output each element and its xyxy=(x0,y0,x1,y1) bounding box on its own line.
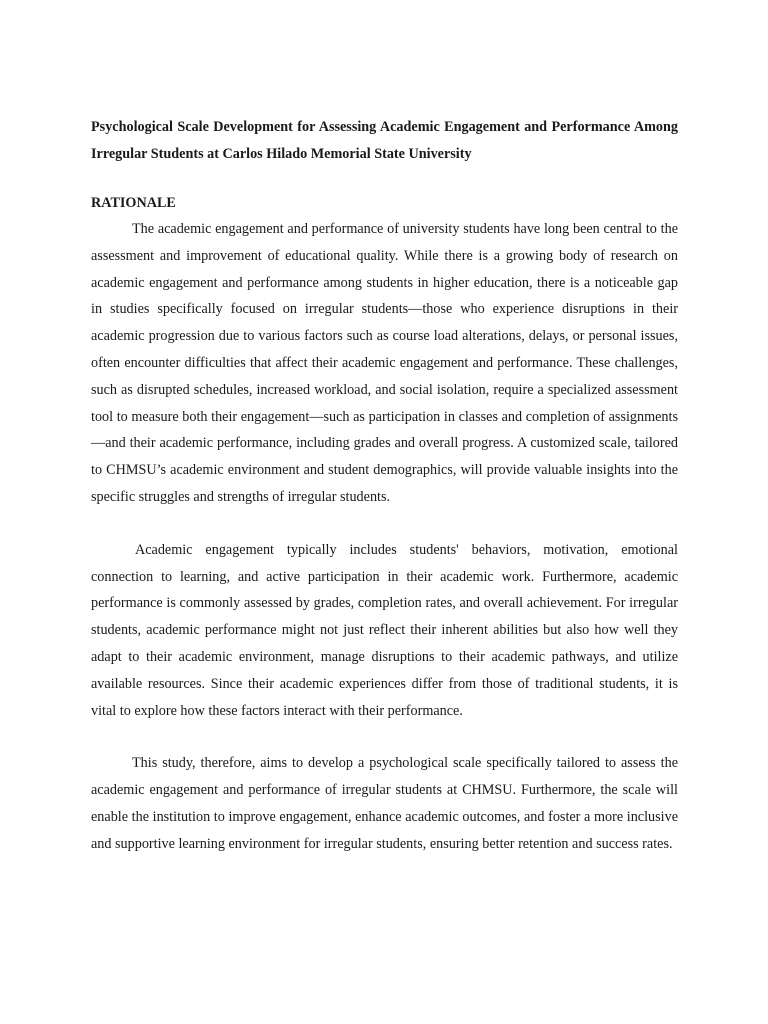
document-page xyxy=(91,114,678,884)
paragraph-1: The academic engagement and performance of university students have long been central to the assessment and improvement of educational quality. While there is a growing body of research on academic engagement and performance among students in higher education, there is a noticeable gap in studies specifically focused on irregular students—those who experience disruptions in their academic progression due to various factors such as course load alterations, delays, or personal issues, often encounter difficulties that affect their academic engagement and performance. These challenges, such as disrupted schedules, increased workload, and social isolation, require a specialized assessment tool to measure both their engagement—such as participation in classes and completion of assignments—and their academic performance, including grades and overall progress. A customized scale, tailored to CHMSU’s academic environment and student demographics, will provide valuable insights into the specific struggles and strengths of irregular students. xyxy=(91,221,678,505)
paragraph-2: Academic engagement typically includes students' behaviors, motivation, emotional connection to learning, and active participation in their academic work. Furthermore, academic performance is commonly assessed by grades, completion rates, and overall achievement. For irregular students, academic performance might not just reflect their inherent abilities but also how well they adapt to their academic environment, manage disruptions to their academic pathways, and utilize available resources. Since their academic experiences differ from those of traditional students, it is vital to explore how these factors interact with their performance. xyxy=(91,541,678,719)
section-heading: RATIONALE xyxy=(91,195,176,211)
paragraph-3: This study, therefore, aims to develop a psychological scale specifically tailored to assess the academic engagement and performance of irregular students at CHMSU. Furthermore, the scale will enable the institution to improve engagement, enhance academic outcomes, and foster a more inclusive and supportive learning environment for irregular students, ensuring better retention and success rates. xyxy=(91,755,678,852)
document-title: Psychological Scale Development for Assessing Academic Engagement and Performance Among Irregular Students at Carlos Hilado Memorial State University xyxy=(91,119,678,162)
